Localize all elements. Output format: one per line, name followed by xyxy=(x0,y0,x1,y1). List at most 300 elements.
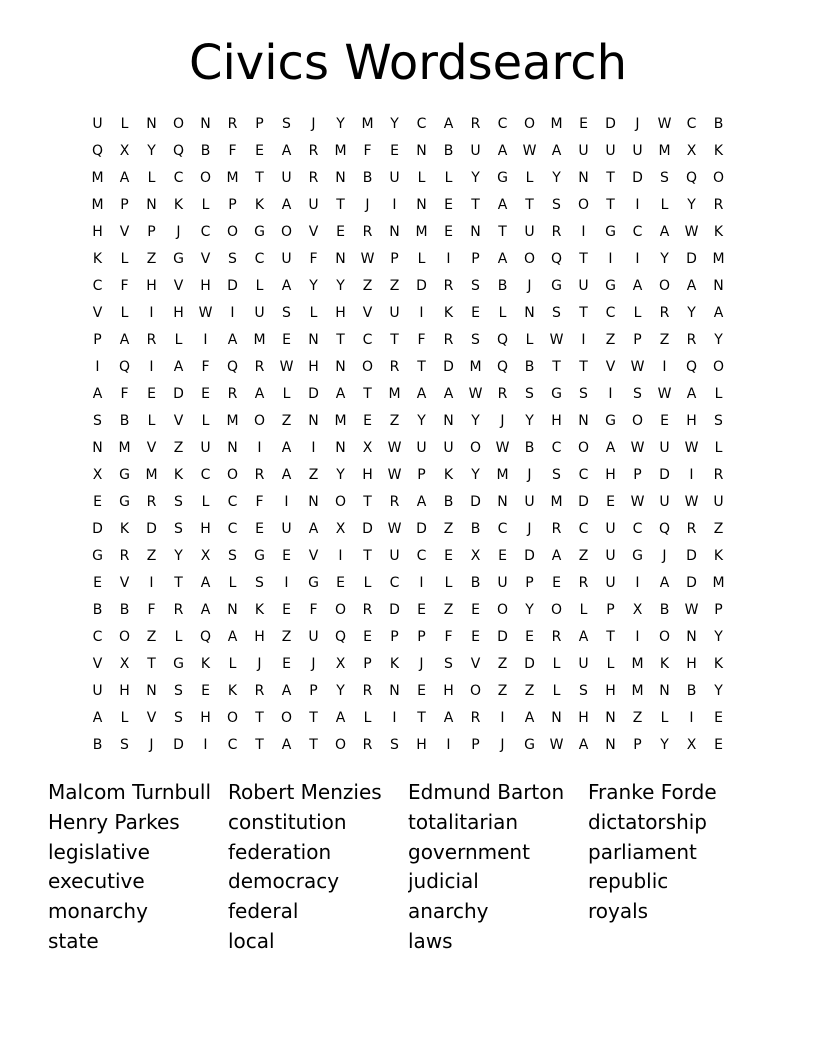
grid-row xyxy=(84,249,733,276)
grid-letter: P xyxy=(471,737,480,753)
grid-letter: W xyxy=(684,602,699,618)
grid-letter: P xyxy=(633,737,642,753)
grid-row xyxy=(84,303,733,330)
grid-letter: A xyxy=(686,278,697,294)
grid-letter: W xyxy=(549,332,564,348)
grid-letter: R xyxy=(659,305,670,321)
grid-letter: N xyxy=(200,116,211,132)
grid-letter: H xyxy=(443,683,454,699)
grid-letter: P xyxy=(120,197,129,213)
grid-letter: T xyxy=(552,359,561,375)
grid-letter: F xyxy=(255,494,264,510)
grid-letter: T xyxy=(363,494,372,510)
grid-letter: S xyxy=(552,305,561,321)
grid-letter: F xyxy=(120,386,129,402)
grid-letter: O xyxy=(118,629,131,645)
grid-letter: I xyxy=(446,251,451,267)
grid-letter: A xyxy=(497,143,508,159)
word-list-item: executive xyxy=(48,869,145,894)
grid-letter: Z xyxy=(632,710,643,726)
grid-letter: U xyxy=(524,224,535,240)
grid-letter: P xyxy=(417,467,426,483)
grid-letter: A xyxy=(281,197,292,213)
grid-letter: I xyxy=(203,737,208,753)
grid-letter: K xyxy=(119,521,130,537)
grid-letter: R xyxy=(227,116,238,132)
grid-letter: M xyxy=(91,197,104,213)
grid-letter: I xyxy=(608,251,613,267)
word-list-item: federation xyxy=(228,839,332,864)
grid-letter: Q xyxy=(685,170,698,186)
grid-letter: A xyxy=(686,386,697,402)
grid-letter: R xyxy=(227,386,238,402)
grid-letter: E xyxy=(282,548,291,564)
grid-letter: P xyxy=(606,602,615,618)
grid-letter: L xyxy=(660,197,669,213)
grid-letter: T xyxy=(579,359,588,375)
grid-letter: R xyxy=(443,332,454,348)
grid-letter: I xyxy=(203,332,208,348)
grid-letter: Y xyxy=(714,629,723,645)
grid-letter: E xyxy=(417,602,426,618)
grid-letter: R xyxy=(173,602,184,618)
grid-row xyxy=(84,168,733,195)
grid-letter: U xyxy=(92,116,103,132)
grid-row xyxy=(84,330,733,357)
grid-letter: X xyxy=(119,656,130,672)
grid-letter: V xyxy=(200,251,211,267)
grid-letter: N xyxy=(416,143,427,159)
grid-letter: X xyxy=(632,602,643,618)
grid-letter: K xyxy=(254,602,265,618)
grid-letter: F xyxy=(201,359,210,375)
grid-letter: B xyxy=(470,575,481,591)
grid-letter: A xyxy=(281,143,292,159)
grid-letter: U xyxy=(281,251,292,267)
grid-letter: B xyxy=(92,737,103,753)
grid-letter: I xyxy=(149,359,154,375)
grid-letter: O xyxy=(280,710,293,726)
grid-letter: Z xyxy=(362,278,373,294)
grid-letter: O xyxy=(334,737,347,753)
grid-row xyxy=(84,222,733,249)
grid-letter: L xyxy=(606,656,615,672)
grid-letter: H xyxy=(92,224,103,240)
grid-letter: H xyxy=(362,467,373,483)
grid-letter: T xyxy=(309,710,318,726)
grid-letter: Z xyxy=(146,251,157,267)
word-list-item: judicial xyxy=(408,869,479,894)
grid-letter: L xyxy=(525,332,534,348)
grid-letter: M xyxy=(334,143,347,159)
grid-row xyxy=(84,114,733,141)
grid-letter: R xyxy=(470,116,481,132)
grid-row xyxy=(84,654,733,681)
grid-letter: E xyxy=(201,683,210,699)
grid-letter: I xyxy=(149,575,154,591)
grid-letter: A xyxy=(578,737,589,753)
grid-letter: P xyxy=(714,602,723,618)
grid-letter: B xyxy=(443,494,454,510)
grid-letter: U xyxy=(92,683,103,699)
grid-letter: W xyxy=(630,359,645,375)
grid-row xyxy=(84,681,733,708)
grid-letter: Q xyxy=(334,629,347,645)
grid-letter: T xyxy=(255,737,264,753)
grid-letter: I xyxy=(581,224,586,240)
grid-letter: E xyxy=(714,737,723,753)
grid-letter: S xyxy=(525,386,534,402)
grid-letter: X xyxy=(335,656,346,672)
grid-letter: E xyxy=(525,629,534,645)
grid-letter: K xyxy=(200,656,211,672)
grid-letter: W xyxy=(630,494,645,510)
grid-letter: Y xyxy=(336,116,345,132)
grid-letter: N xyxy=(335,251,346,267)
grid-letter: X xyxy=(335,521,346,537)
grid-letter: E xyxy=(282,656,291,672)
grid-letter: U xyxy=(497,575,508,591)
grid-letter: X xyxy=(200,548,211,564)
word-list-item: totalitarian xyxy=(408,809,519,834)
grid-letter: S xyxy=(552,467,561,483)
grid-letter: K xyxy=(713,548,724,564)
grid-letter: H xyxy=(416,737,427,753)
grid-letter: H xyxy=(605,467,616,483)
grid-letter: R xyxy=(308,170,319,186)
grid-letter: I xyxy=(608,386,613,402)
grid-letter: K xyxy=(443,305,454,321)
grid-letter: J xyxy=(527,278,532,294)
grid-letter: D xyxy=(389,602,400,618)
grid-letter: W xyxy=(630,440,645,456)
grid-letter: O xyxy=(712,359,725,375)
grid-letter: R xyxy=(362,737,373,753)
grid-letter: R xyxy=(470,710,481,726)
grid-letter: G xyxy=(632,548,643,564)
grid-letter: Y xyxy=(390,116,399,132)
grid-letter: T xyxy=(471,197,480,213)
grid-letter: C xyxy=(551,440,562,456)
word-list xyxy=(48,778,768,957)
grid-letter: A xyxy=(308,521,319,537)
grid-letter: Z xyxy=(443,602,454,618)
grid-letter: L xyxy=(120,116,129,132)
grid-letter: O xyxy=(712,170,725,186)
grid-letter: K xyxy=(254,197,265,213)
grid-letter: Q xyxy=(118,359,131,375)
grid-letter: K xyxy=(443,467,454,483)
grid-letter: S xyxy=(174,683,183,699)
grid-letter: D xyxy=(578,494,589,510)
grid-letter: O xyxy=(631,413,644,429)
grid-letter: J xyxy=(257,656,262,672)
grid-letter: V xyxy=(92,656,103,672)
grid-letter: S xyxy=(444,656,453,672)
grid-letter: S xyxy=(93,413,102,429)
grid-letter: C xyxy=(173,170,184,186)
grid-letter: D xyxy=(227,278,238,294)
grid-letter: E xyxy=(606,494,615,510)
grid-letter: L xyxy=(363,575,372,591)
grid-letter: P xyxy=(417,629,426,645)
grid-letter: L xyxy=(282,386,291,402)
grid-letter: O xyxy=(496,602,509,618)
grid-letter: H xyxy=(686,656,697,672)
grid-letter: I xyxy=(95,359,100,375)
grid-letter: A xyxy=(92,386,103,402)
grid-letter: Z xyxy=(497,683,508,699)
grid-letter: S xyxy=(579,683,588,699)
grid-letter: C xyxy=(497,116,508,132)
grid-letter: O xyxy=(226,224,239,240)
grid-letter: U xyxy=(605,548,616,564)
grid-letter: F xyxy=(309,602,318,618)
grid-row xyxy=(84,195,733,222)
grid-letter: X xyxy=(362,440,373,456)
grid-letter: A xyxy=(659,575,670,591)
grid-letter: U xyxy=(659,494,670,510)
grid-letter: E xyxy=(390,143,399,159)
grid-letter: O xyxy=(172,116,185,132)
grid-letter: E xyxy=(336,224,345,240)
grid-letter: K xyxy=(389,656,400,672)
grid-letter: J xyxy=(500,413,505,429)
grid-letter: L xyxy=(174,629,183,645)
grid-letter: H xyxy=(605,683,616,699)
grid-letter: W xyxy=(495,440,510,456)
grid-letter: R xyxy=(362,683,373,699)
grid-letter: V xyxy=(119,575,130,591)
grid-letter: Y xyxy=(147,143,156,159)
grid-letter: E xyxy=(255,521,264,537)
grid-letter: D xyxy=(443,359,454,375)
grid-letter: Q xyxy=(685,359,698,375)
grid-letter: N xyxy=(335,170,346,186)
grid-letter: T xyxy=(309,737,318,753)
grid-row xyxy=(84,708,733,735)
grid-letter: Y xyxy=(714,683,723,699)
grid-letter: R xyxy=(443,278,454,294)
grid-letter: Q xyxy=(496,359,509,375)
grid-letter: J xyxy=(311,116,316,132)
grid-letter: B xyxy=(659,602,670,618)
grid-letter: O xyxy=(658,629,671,645)
grid-row xyxy=(84,573,733,600)
grid-letter: S xyxy=(282,116,291,132)
grid-letter: G xyxy=(524,737,535,753)
grid-letter: R xyxy=(578,575,589,591)
grid-letter: S xyxy=(255,575,264,591)
grid-letter: R xyxy=(551,629,562,645)
grid-letter: E xyxy=(147,386,156,402)
grid-letter: P xyxy=(390,251,399,267)
grid-letter: D xyxy=(416,278,427,294)
grid-letter: J xyxy=(419,656,424,672)
grid-letter: O xyxy=(658,278,671,294)
grid-letter: A xyxy=(659,224,670,240)
grid-letter: C xyxy=(497,521,508,537)
grid-letter: O xyxy=(253,413,266,429)
grid-letter: W xyxy=(387,521,402,537)
grid-letter: D xyxy=(362,521,373,537)
grid-letter: N xyxy=(227,602,238,618)
grid-letter: E xyxy=(201,386,210,402)
grid-letter: G xyxy=(254,224,265,240)
grid-letter: U xyxy=(281,170,292,186)
grid-letter: T xyxy=(579,305,588,321)
grid-letter: E xyxy=(660,413,669,429)
grid-letter: I xyxy=(284,494,289,510)
grid-letter: I xyxy=(689,467,694,483)
grid-letter: M xyxy=(550,494,563,510)
grid-letter: P xyxy=(471,251,480,267)
grid-letter: T xyxy=(417,359,426,375)
grid-letter: B xyxy=(119,413,130,429)
grid-letter: M xyxy=(118,440,131,456)
grid-letter: M xyxy=(712,575,725,591)
grid-letter: B xyxy=(119,602,130,618)
grid-letter: O xyxy=(523,251,536,267)
grid-letter: L xyxy=(147,170,156,186)
grid-letter: S xyxy=(282,305,291,321)
grid-letter: R xyxy=(497,386,508,402)
grid-letter: K xyxy=(173,467,184,483)
word-list-item: legislative xyxy=(48,839,150,864)
grid-letter: M xyxy=(712,251,725,267)
word-list-item: Edmund Barton xyxy=(408,780,565,804)
grid-letter: O xyxy=(577,197,590,213)
grid-letter: U xyxy=(605,521,616,537)
grid-letter: T xyxy=(606,197,615,213)
word-list-item: laws xyxy=(408,928,453,953)
grid-letter: M xyxy=(334,413,347,429)
grid-letter: R xyxy=(713,197,724,213)
grid-letter: D xyxy=(173,737,184,753)
grid-letter: A xyxy=(200,602,211,618)
grid-letter: W xyxy=(657,386,672,402)
grid-letter: Z xyxy=(605,332,616,348)
grid-letter: K xyxy=(227,683,238,699)
grid-letter: R xyxy=(146,332,157,348)
grid-letter: D xyxy=(92,521,103,537)
grid-letter: A xyxy=(713,305,724,321)
grid-letter: G xyxy=(497,170,508,186)
grid-letter: G xyxy=(173,251,184,267)
grid-letter: J xyxy=(149,737,154,753)
grid-letter: A xyxy=(335,710,346,726)
grid-letter: W xyxy=(522,143,537,159)
word-list-item: royals xyxy=(588,899,649,924)
word-list-item: local xyxy=(228,928,275,953)
grid-letter: L xyxy=(147,413,156,429)
grid-letter: A xyxy=(200,575,211,591)
grid-letter: A xyxy=(497,251,508,267)
grid-letter: Q xyxy=(658,521,671,537)
grid-letter: N xyxy=(443,413,454,429)
grid-letter: E xyxy=(552,575,561,591)
grid-letter: L xyxy=(444,170,453,186)
grid-letter: J xyxy=(635,116,640,132)
grid-letter: Z xyxy=(443,521,454,537)
grid-letter: L xyxy=(255,278,264,294)
grid-letter: A xyxy=(578,629,589,645)
grid-letter: M xyxy=(658,143,671,159)
grid-row xyxy=(84,141,733,168)
grid-letter: Q xyxy=(550,251,563,267)
grid-letter: I xyxy=(338,548,343,564)
grid-letter: I xyxy=(392,197,397,213)
grid-letter: I xyxy=(635,197,640,213)
grid-letter: E xyxy=(282,332,291,348)
grid-letter: Z xyxy=(659,332,670,348)
grid-letter: A xyxy=(551,143,562,159)
grid-letter: W xyxy=(684,494,699,510)
grid-letter: U xyxy=(308,629,319,645)
grid-row xyxy=(84,492,733,519)
grid-letter: E xyxy=(579,116,588,132)
grid-row xyxy=(84,546,733,573)
grid-letter: H xyxy=(308,359,319,375)
grid-letter: I xyxy=(311,440,316,456)
grid-row xyxy=(84,600,733,627)
grid-letter: W xyxy=(360,251,375,267)
grid-letter: O xyxy=(199,170,212,186)
grid-letter: U xyxy=(632,143,643,159)
grid-row xyxy=(84,735,733,762)
grid-letter: Z xyxy=(146,629,157,645)
grid-letter: N xyxy=(92,440,103,456)
grid-letter: S xyxy=(174,710,183,726)
grid-letter: R xyxy=(686,332,697,348)
grid-letter: Y xyxy=(687,305,696,321)
grid-letter: F xyxy=(228,143,237,159)
grid-letter: Y xyxy=(174,548,183,564)
grid-letter: H xyxy=(335,305,346,321)
grid-letter: A xyxy=(281,737,292,753)
grid-letter: A xyxy=(173,359,184,375)
grid-letter: N xyxy=(335,440,346,456)
grid-letter: R xyxy=(713,467,724,483)
grid-letter: Z xyxy=(713,521,724,537)
grid-letter: G xyxy=(551,278,562,294)
grid-letter: P xyxy=(390,629,399,645)
grid-letter: G xyxy=(254,548,265,564)
grid-letter: L xyxy=(174,332,183,348)
grid-letter: M xyxy=(415,224,428,240)
grid-letter: O xyxy=(361,359,374,375)
grid-letter: A xyxy=(227,332,238,348)
grid-letter: Z xyxy=(524,683,535,699)
grid-letter: F xyxy=(363,143,372,159)
grid-letter: V xyxy=(146,440,157,456)
grid-letter: A xyxy=(497,197,508,213)
grid-letter: C xyxy=(605,305,616,321)
grid-letter: Y xyxy=(552,170,561,186)
grid-letter: C xyxy=(578,521,589,537)
grid-letter: K xyxy=(659,656,670,672)
grid-letter: J xyxy=(500,737,505,753)
grid-letter: R xyxy=(254,683,265,699)
grid-letter: M xyxy=(550,116,563,132)
grid-letter: G xyxy=(605,278,616,294)
grid-letter: A xyxy=(281,440,292,456)
grid-letter: C xyxy=(200,467,211,483)
grid-letter: Q xyxy=(91,143,104,159)
grid-letter: R xyxy=(119,548,130,564)
grid-letter: U xyxy=(416,440,427,456)
grid-letter: M xyxy=(226,413,239,429)
